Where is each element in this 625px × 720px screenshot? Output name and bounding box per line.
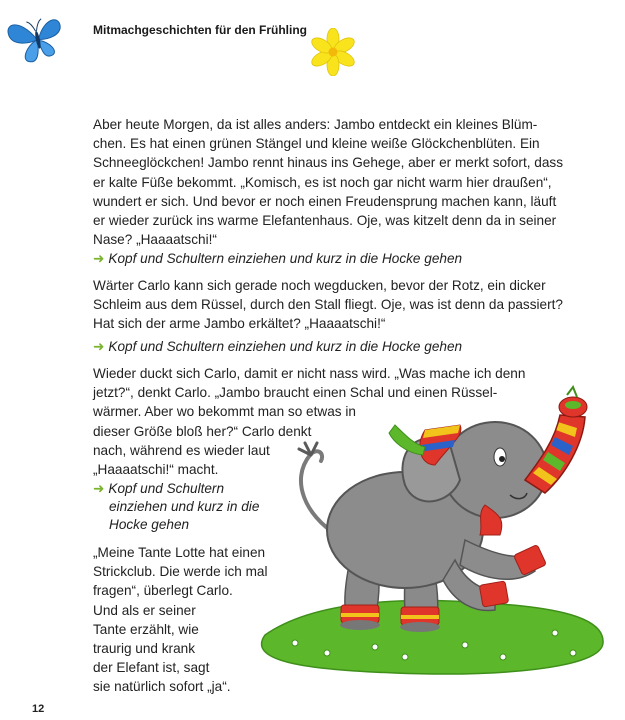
- butterfly-icon: [6, 10, 68, 66]
- story-paragraph-1: [93, 115, 593, 249]
- movement-instruction-2: ➜ Kopf und Schultern einziehen und kurz in die Hocke gehen: [93, 339, 463, 354]
- text-line: sie natürlich sofort „ja“.: [93, 679, 231, 695]
- arrow-right-icon: ➜: [93, 251, 105, 266]
- movement-instruction-3: ➜ Kopf und Schultern einziehen und kurz in die Hocke gehen: [93, 481, 260, 532]
- text-line: Schneeglöckchen! Jambo rennt hinaus ins Gehege, aber er merkt sofort, dass: [93, 155, 563, 171]
- text-line: dieser Größe bloß her?“ Carlo denkt: [93, 423, 312, 439]
- elephant-illustration: [255, 385, 615, 685]
- text-line: Wieder duckt sich Carlo, damit er nicht nass wird. „Was mache ich denn: [93, 366, 526, 381]
- page-header-title: Mitmachgeschichten für den Frühling: [93, 23, 308, 37]
- text-line: traurig und krank: [93, 641, 196, 657]
- text-line: nach, während es wieder laut: [93, 442, 270, 458]
- text-line: „Haaaatschi!“ macht.: [93, 462, 219, 478]
- text-line: er kalte Füße bekommt. „Komisch, es ist noch gar nicht warm hier draußen“,: [93, 174, 552, 190]
- page-number: 12: [32, 703, 45, 715]
- text-line: er wieder zurück ins warme Elefantenhaus. Oje, was kitzelt denn da in seiner: [93, 213, 557, 229]
- text-line: der Elefant ist, sagt: [93, 660, 210, 676]
- text-line: Aber heute Morgen, da ist alles anders: Jambo entdeckt ein kleines Blüm-: [93, 117, 538, 132]
- arrow-right-icon: ➜: [93, 481, 105, 496]
- arrow-right-icon: ➜: [93, 339, 105, 354]
- text-line: chen. Es hat einen grünen Stängel und kleine weiße Glöckchenblüten. Ein: [93, 136, 540, 152]
- text-line: jetzt?“, denkt Carlo. „Jambo braucht einen Schal und einen Rüssel-: [93, 385, 498, 401]
- text-line: Strickclub. Die werde ich mal: [93, 564, 268, 580]
- text-line: Wärter Carlo kann sich gerade noch wegducken, bevor der Rotz, ein dicker: [93, 278, 546, 293]
- text-line: Hat sich der arme Jambo erkältet? „Haaaatschi!“: [93, 316, 386, 332]
- text-line: wundert er sich. Und bevor er noch einen Freudensprung machen kann, läuft: [93, 193, 557, 209]
- story-paragraph-2: [93, 276, 593, 334]
- text-line: Tante erzählt, wie: [93, 621, 199, 637]
- flower-icon: [306, 28, 360, 76]
- text-line: Nase? „Haaaatschi!“: [93, 232, 217, 248]
- text-line: Schleim aus dem Rüssel, durch den Stall fliegt. Oje, was ist denn da passiert?: [93, 297, 563, 313]
- text-line: fragen“, überlegt Carlo.: [93, 583, 233, 599]
- text-line: „Meine Tante Lotte hat einen: [93, 545, 266, 560]
- text-line: Und als er seiner: [93, 602, 196, 618]
- text-line: wärmer. Aber wo bekommt man so etwas in: [93, 404, 356, 420]
- movement-instruction-1: ➜ Kopf und Schultern einziehen und kurz in die Hocke gehen: [93, 251, 463, 266]
